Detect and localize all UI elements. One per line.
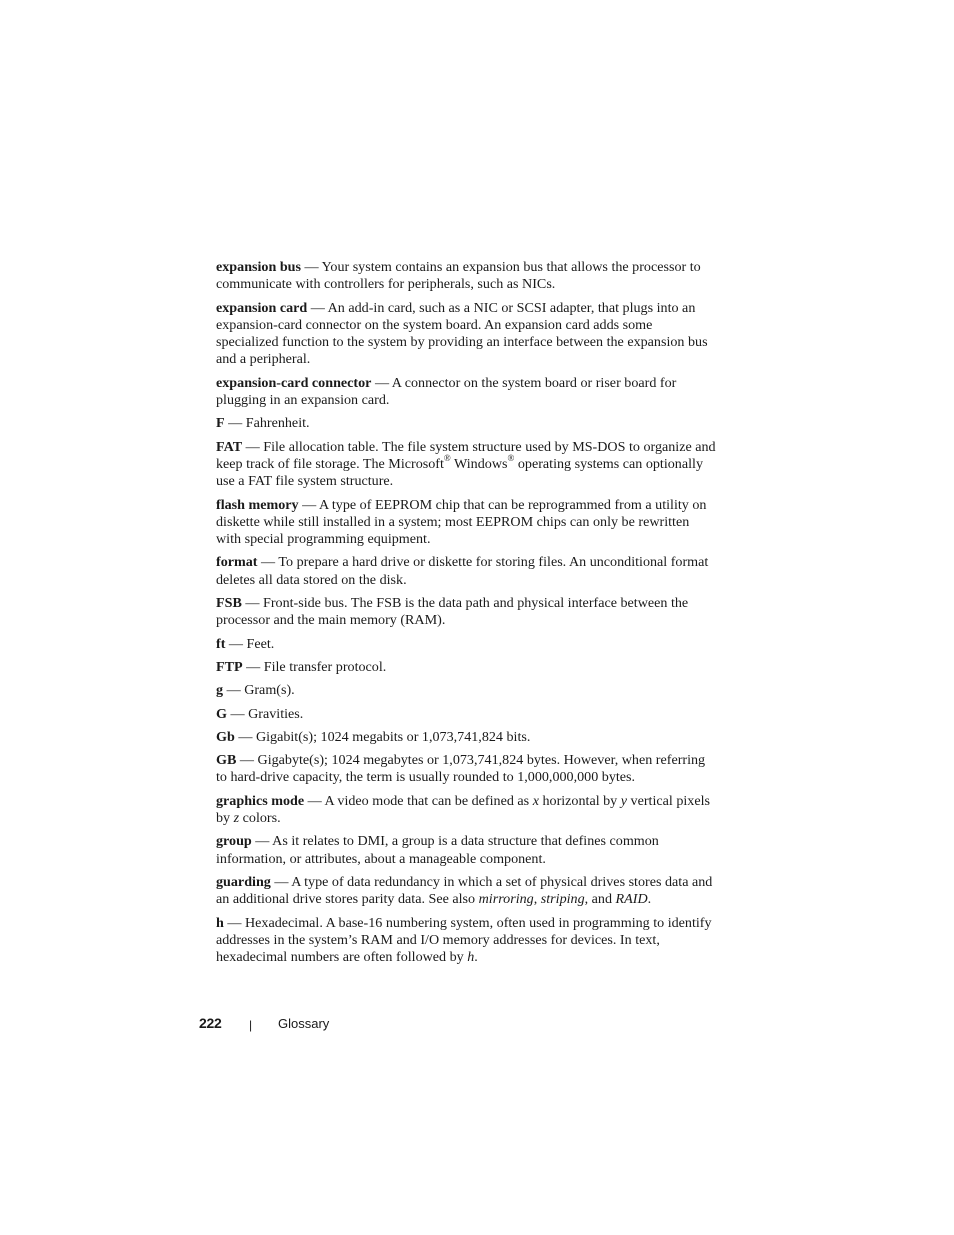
glossary-definition-part: File allocation table. The file system structure used by MS-DOS to organize and keep track of file storage. The Microsoft — [216, 438, 716, 472]
glossary-term: graphics mode — [216, 792, 305, 809]
glossary-definition: Gram(s). — [244, 682, 295, 699]
glossary-entry-ftp — [216, 659, 716, 676]
glossary-entry-gb-byte — [216, 752, 716, 787]
glossary-definition: Gravities. — [248, 705, 304, 722]
glossary-definition: Gigabyte(s); 1024 megabytes or 1,073,741,824 bytes. However, when referring to hard-drive capacity, the term is usually rounded to 1,000,000,000 bytes. — [216, 752, 706, 786]
term-dash: — — [242, 438, 264, 455]
term-dash: — — [304, 792, 325, 809]
glossary-definition: Feet. — [246, 635, 275, 652]
glossary-entry-g-upper — [216, 706, 716, 723]
glossary-definition-part: operating systems can optionally use a FAT file system structure. — [216, 455, 703, 490]
glossary-entry-fat — [216, 439, 716, 491]
glossary-term: FSB — [216, 595, 242, 612]
variable-x: x — [532, 792, 539, 809]
term-dash: — — [307, 299, 328, 316]
glossary-entry-format — [216, 554, 716, 589]
term-dash: — — [236, 752, 258, 769]
variable-z: z — [233, 810, 240, 827]
glossary-term: format — [216, 554, 258, 571]
cross-reference: RAID — [615, 891, 648, 908]
variable-h: h — [467, 949, 475, 966]
term-dash: — — [226, 705, 249, 722]
term-dash: — — [234, 728, 256, 745]
glossary-term: group — [216, 833, 252, 850]
term-dash: — — [371, 374, 392, 391]
glossary-term: ft — [216, 635, 226, 652]
glossary-definition-part: Windows — [450, 455, 508, 472]
glossary-term: F — [216, 415, 225, 432]
glossary-definition: Your system contains an expansion bus that allows the processor to communicate with controllers for peripherals, such as NICs. — [216, 259, 701, 293]
glossary-definition: Front-side bus. The FSB is the data path and physical interface between the processor and the main memory (RAM). — [216, 595, 689, 629]
glossary-term: expansion bus — [216, 259, 301, 275]
glossary-definition-part: , and — [584, 891, 616, 908]
page-number: 222 — [199, 1015, 222, 1031]
glossary-entry-graphics-mode — [216, 793, 716, 828]
glossary-term: g — [216, 682, 224, 699]
term-dash: — — [298, 496, 319, 513]
glossary-term: expansion card — [216, 299, 308, 316]
glossary-term: h — [216, 914, 224, 931]
glossary-entry-expansion-bus — [216, 259, 716, 294]
footer-separator: | — [249, 1018, 253, 1032]
glossary-definition-part: . — [647, 891, 652, 908]
glossary-term: expansion-card connector — [216, 374, 372, 391]
cross-reference: mirroring — [478, 891, 534, 908]
glossary-entry-g-lower — [216, 682, 716, 699]
term-dash: — — [242, 658, 264, 675]
term-dash: — — [270, 873, 292, 890]
glossary-entry-gb-bit — [216, 729, 716, 746]
glossary-term: Gb — [216, 728, 235, 745]
term-dash: — — [251, 833, 273, 850]
glossary-definition-part: , — [533, 891, 541, 908]
glossary-entry-f — [216, 415, 716, 432]
glossary-definition-part: A video mode that can be defined as — [324, 792, 533, 809]
glossary-definition: A connector on the system board or riser board for plugging in an expansion card. — [216, 374, 677, 409]
glossary-definition-part: vertical pixels by — [216, 792, 710, 827]
term-dash: — — [257, 554, 279, 571]
term-dash: — — [241, 595, 263, 612]
glossary-definition-part: A type of data redundancy in which a set of physical drives stores data and an additional drive stores parity data. See also — [216, 873, 713, 908]
section-name: Glossary — [278, 1016, 330, 1031]
glossary-definition: An add-in card, such as a NIC or SCSI adapter, that plugs into an expansion-card connector on the system board. An expansion card adds some specialized function to the system by providing an interface between the expansion bus and a peripheral. — [216, 299, 708, 368]
glossary-entry-group — [216, 833, 716, 868]
glossary-entry-guarding — [216, 874, 716, 909]
registered-mark: ® — [507, 453, 515, 464]
glossary-entry-h — [216, 915, 716, 967]
glossary-entry-expansion-card-connector — [216, 375, 716, 410]
term-dash: — — [223, 914, 245, 931]
glossary-definition-part: Hexadecimal. A base-16 numbering system, often used in programming to identify addresses in the system’s RAM and I/O memory addresses for devices. In text, hexadecimal numbers are often followed by — [216, 914, 712, 966]
glossary-definition: As it relates to DMI, a group is a data structure that defines common information, or attributes, about a manageable component. — [216, 833, 659, 867]
glossary-term: flash memory — [216, 496, 299, 513]
glossary-definition: To prepare a hard drive or diskette for storing files. An unconditional format deletes all data stored on the disk. — [216, 554, 709, 588]
glossary-entry-expansion-card — [216, 300, 716, 369]
term-dash: — — [223, 682, 245, 699]
glossary-term: FTP — [216, 658, 243, 675]
variable-y: y — [620, 792, 628, 809]
term-dash: — — [224, 415, 246, 432]
term-dash: — — [225, 635, 247, 652]
glossary-term: G — [216, 705, 227, 722]
glossary-entry-flash-memory — [216, 497, 716, 549]
glossary-entry-fsb — [216, 595, 716, 630]
glossary-entry-ft — [216, 636, 716, 653]
glossary-term: GB — [216, 752, 237, 769]
glossary-content — [216, 259, 716, 972]
glossary-term: guarding — [216, 873, 271, 890]
glossary-definition: A type of EEPROM chip that can be reprogrammed from a utility on diskette while still installed in a system; most EEPROM chips can only be rewritten with special programming equipment. — [216, 496, 707, 548]
glossary-definition: Gigabit(s); 1024 megabits or 1,073,741,824 bits. — [255, 728, 531, 745]
glossary-term: FAT — [216, 438, 243, 455]
glossary-definition: File transfer protocol. — [263, 658, 387, 675]
cross-reference: striping — [540, 891, 585, 908]
glossary-definition: Fahrenheit. — [245, 415, 310, 432]
glossary-definition-part: colors. — [239, 810, 281, 827]
term-dash: — — [301, 259, 322, 275]
registered-mark: ® — [443, 453, 451, 464]
glossary-definition-part: horizontal by — [538, 792, 621, 809]
glossary-definition-part: . — [474, 949, 478, 966]
